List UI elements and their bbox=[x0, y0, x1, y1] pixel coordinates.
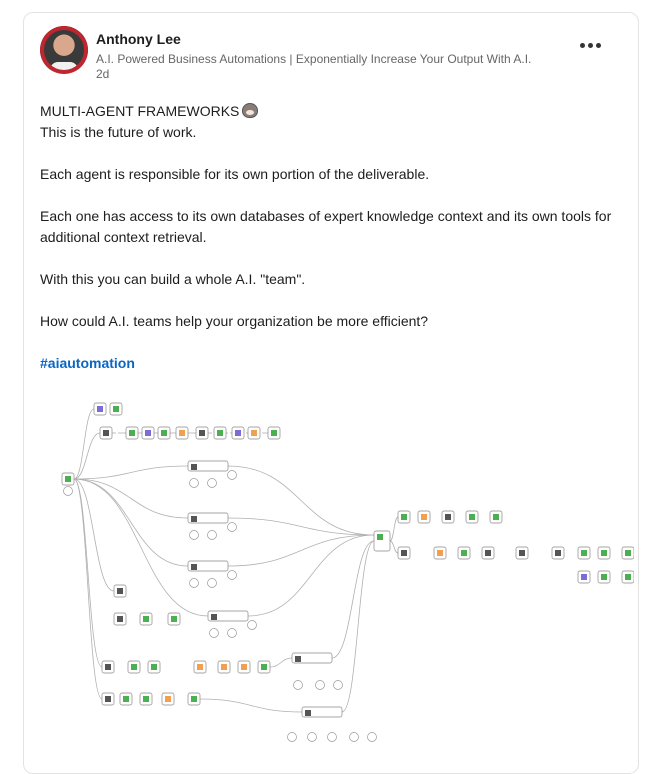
workflow-node-icon bbox=[377, 534, 383, 540]
author-headline: A.I. Powered Business Automations | Exponentially Increase Your Output With A.I. bbox=[96, 52, 532, 66]
workflow-node-icon bbox=[197, 664, 203, 670]
workflow-node-icon bbox=[143, 616, 149, 622]
workflow-node-icon bbox=[235, 430, 241, 436]
workflow-tool-node bbox=[288, 733, 297, 742]
workflow-node-icon bbox=[485, 550, 491, 556]
workflow-node-icon bbox=[601, 574, 607, 580]
workflow-tool-node bbox=[368, 733, 377, 742]
workflow-edge bbox=[74, 479, 188, 566]
workflow-node-icon bbox=[261, 664, 267, 670]
workflow-node-icon bbox=[271, 430, 277, 436]
workflow-tool-node bbox=[228, 523, 237, 532]
workflow-node-icon bbox=[461, 550, 467, 556]
post-line-title bbox=[40, 101, 620, 122]
workflow-node-icon bbox=[295, 656, 301, 662]
workflow-node-icon bbox=[191, 516, 197, 522]
workflow-edge bbox=[74, 479, 208, 616]
workflow-tool-node bbox=[334, 681, 343, 690]
post-body bbox=[40, 101, 620, 374]
workflow-node-icon bbox=[123, 696, 129, 702]
workflow-node-icon bbox=[625, 550, 631, 556]
workflow-node-icon bbox=[129, 430, 135, 436]
workflow-node-icon bbox=[581, 574, 587, 580]
workflow-node-icon bbox=[305, 710, 311, 716]
workflow-node-icon bbox=[145, 430, 151, 436]
workflow-node-icon bbox=[161, 430, 167, 436]
workflow-edge bbox=[228, 535, 374, 566]
workflow-tool-node bbox=[208, 531, 217, 540]
workflow-node-icon bbox=[217, 430, 223, 436]
workflow-tool-node bbox=[328, 733, 337, 742]
workflow-node-icon bbox=[143, 696, 149, 702]
workflow-node-icon bbox=[251, 430, 257, 436]
workflow-tool-node bbox=[228, 571, 237, 580]
workflow-diagram-image[interactable] bbox=[38, 375, 634, 759]
post-card bbox=[23, 12, 639, 774]
workflow-tool-node bbox=[294, 681, 303, 690]
bear-emoji-icon bbox=[242, 103, 258, 118]
workflow-node-icon bbox=[555, 550, 561, 556]
workflow-edge bbox=[74, 479, 188, 518]
workflow-node-icon bbox=[493, 514, 499, 520]
workflow-edge bbox=[74, 466, 188, 479]
workflow-tool-node bbox=[316, 681, 325, 690]
post-line: How could A.I. teams help your organization be more efficient? bbox=[40, 313, 429, 329]
workflow-tool-node bbox=[64, 487, 73, 496]
workflow-tool-node bbox=[190, 579, 199, 588]
workflow-edge bbox=[200, 699, 302, 712]
workflow-tool-node bbox=[308, 733, 317, 742]
workflow-node-icon bbox=[191, 696, 197, 702]
workflow-tool-node bbox=[190, 531, 199, 540]
workflow-node-icon bbox=[221, 664, 227, 670]
workflow-tool-node bbox=[248, 621, 257, 630]
workflow-node-icon bbox=[179, 430, 185, 436]
workflow-node-icon bbox=[151, 664, 157, 670]
workflow-node-icon bbox=[401, 514, 407, 520]
workflow-node-icon bbox=[601, 550, 607, 556]
workflow-node-icon bbox=[117, 616, 123, 622]
workflow-node-icon bbox=[401, 550, 407, 556]
workflow-tool-node bbox=[208, 479, 217, 488]
workflow-edge bbox=[332, 541, 374, 658]
workflow-node-icon bbox=[191, 564, 197, 570]
workflow-edge bbox=[390, 541, 398, 553]
workflow-node-icon bbox=[105, 696, 111, 702]
author-avatar[interactable] bbox=[40, 26, 88, 74]
hashtag-link[interactable]: #aiautomation bbox=[40, 355, 135, 371]
workflow-node-icon bbox=[469, 514, 475, 520]
workflow-node-icon bbox=[625, 574, 631, 580]
workflow-node-icon bbox=[519, 550, 525, 556]
author-name[interactable]: Anthony Lee bbox=[96, 31, 181, 47]
workflow-node-icon bbox=[117, 588, 123, 594]
workflow-edge bbox=[74, 479, 102, 667]
post-line: This is the future of work. bbox=[40, 124, 197, 140]
workflow-tool-node bbox=[208, 579, 217, 588]
workflow-tool-node bbox=[190, 479, 199, 488]
workflow-edge bbox=[228, 466, 374, 535]
workflow-node-icon bbox=[113, 406, 119, 412]
workflow-node-icon bbox=[445, 514, 451, 520]
workflow-node-icon bbox=[131, 664, 137, 670]
workflow-node-icon bbox=[105, 664, 111, 670]
post-line: With this you can build a whole A.I. "team". bbox=[40, 271, 306, 287]
workflow-node-icon bbox=[171, 616, 177, 622]
post-line: Each one has access to its own databases of expert knowledge context and its own tools for additional context retrieval. bbox=[40, 208, 612, 245]
post-line: Each agent is responsible for its own portion of the deliverable. bbox=[40, 166, 430, 182]
post-time: 2d bbox=[96, 67, 110, 81]
workflow-node-icon bbox=[421, 514, 427, 520]
workflow-edge bbox=[270, 658, 292, 667]
workflow-tool-node bbox=[228, 629, 237, 638]
workflow-node-icon bbox=[437, 550, 443, 556]
workflow-node-icon bbox=[103, 430, 109, 436]
workflow-node-icon bbox=[241, 664, 247, 670]
avatar-ring bbox=[40, 26, 88, 74]
workflow-edge bbox=[74, 479, 102, 699]
workflow-node-icon bbox=[211, 614, 217, 620]
workflow-node-icon bbox=[191, 464, 197, 470]
workflow-edge bbox=[74, 433, 100, 479]
workflow-edge bbox=[342, 541, 374, 712]
workflow-tool-node bbox=[228, 471, 237, 480]
more-options-icon[interactable] bbox=[580, 35, 606, 55]
workflow-node-icon bbox=[97, 406, 103, 412]
workflow-edge bbox=[390, 517, 398, 541]
post-title-text: MULTI-AGENT FRAMEWORKS bbox=[40, 103, 240, 119]
workflow-node-icon bbox=[199, 430, 205, 436]
workflow-node-icon bbox=[165, 696, 171, 702]
workflow-tool-node bbox=[210, 629, 219, 638]
workflow-node-icon bbox=[65, 476, 71, 482]
workflow-tool-node bbox=[350, 733, 359, 742]
workflow-node-icon bbox=[581, 550, 587, 556]
workflow-edge bbox=[248, 535, 374, 616]
